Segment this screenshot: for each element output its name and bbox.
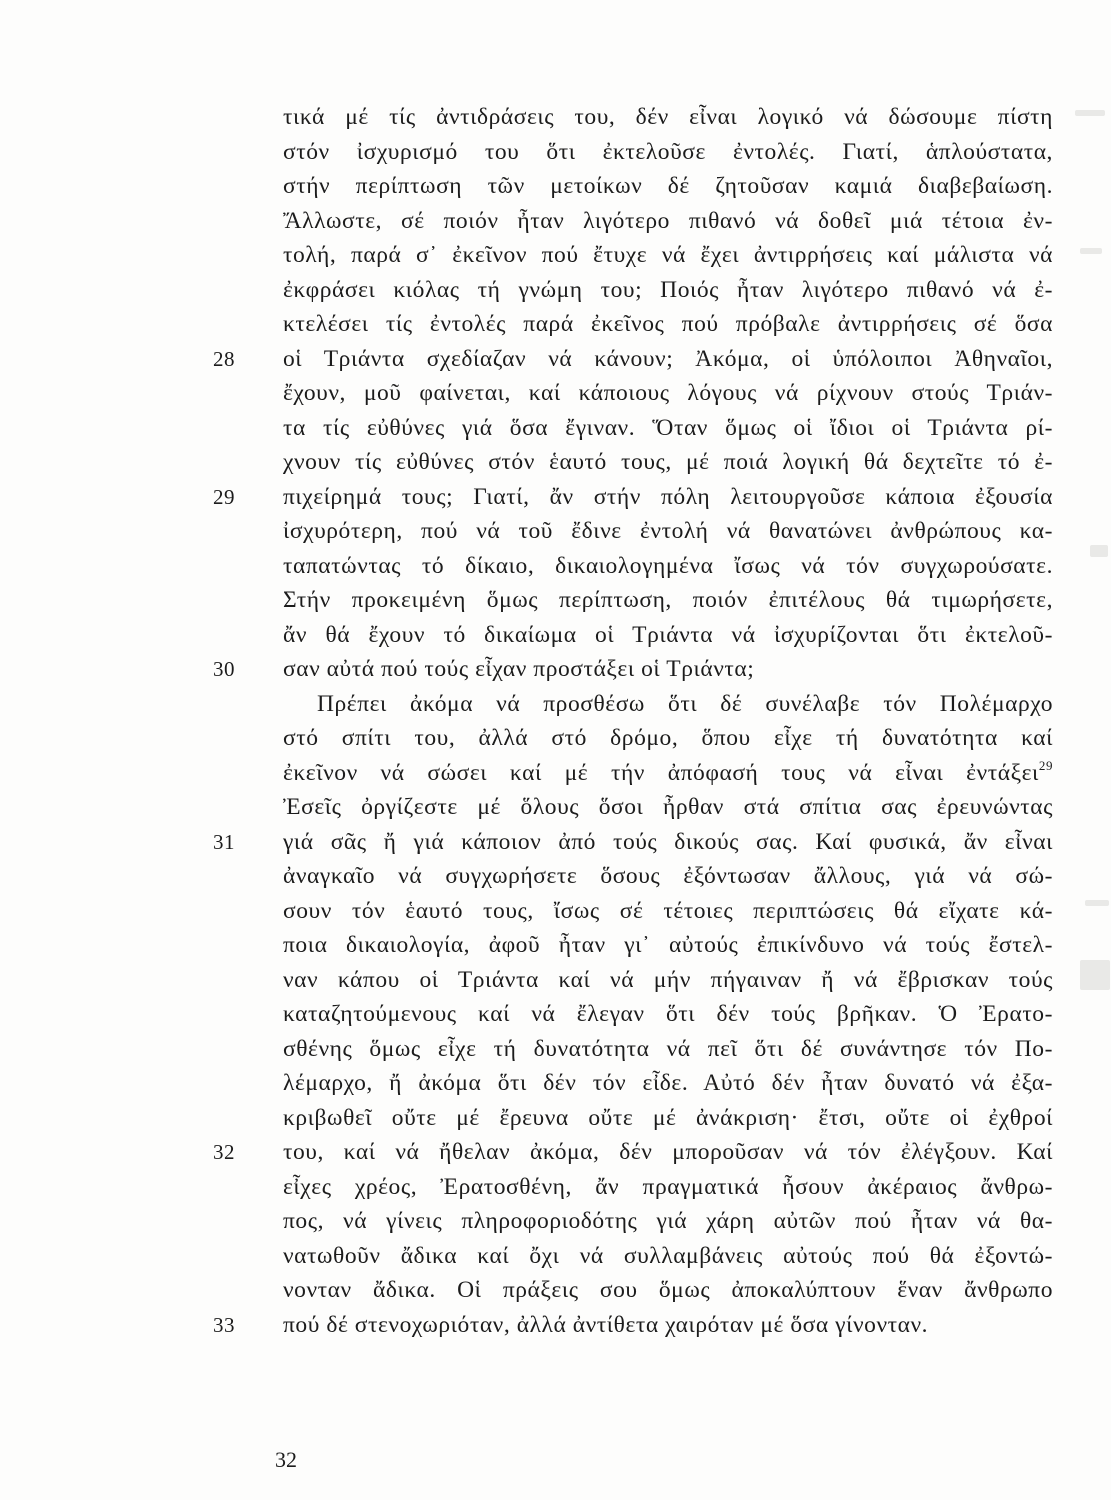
text-line — [213, 1308, 1053, 1343]
text-line — [283, 583, 1053, 618]
line-text — [283, 238, 1053, 273]
line-text — [283, 1135, 1053, 1170]
line-text — [283, 859, 1053, 894]
line-content: νονταν ἄδικα. Οἱ πράξεις σου ὅμως ἀποκαλύπτουν ἕναν ἄνθρωπο — [283, 1277, 1053, 1303]
line-content: πος, νά γίνεις πληροφοριοδότης γιά χάρη αὐτῶν πού ἦταν νά θα- — [283, 1208, 1053, 1234]
text-line — [283, 997, 1053, 1032]
text-line — [283, 169, 1053, 204]
line-text — [283, 169, 1053, 204]
line-content: γιά σᾶς ἤ γιά κάποιον ἀπό τούς δικούς σας. Καί φυσικά, ἄν εἶναι — [283, 828, 1053, 855]
line-text — [283, 618, 1053, 653]
bleed-through-mark — [1075, 110, 1105, 116]
line-text — [283, 411, 1053, 446]
text-line — [283, 1273, 1053, 1308]
line-text — [283, 721, 1053, 756]
line-content: ταπατώντας τό δίκαιο, δικαιολογημένα ἴσως νά τόν συγχωρούσατε. — [283, 552, 1053, 579]
text-line — [283, 135, 1053, 170]
line-text — [283, 963, 1053, 998]
line-text — [283, 204, 1053, 239]
text-line — [283, 618, 1053, 653]
line-content: λέμαρχο, ἤ ἀκόμα ὅτι δέν τόν εἶδε. Αὐτό δέν ἦταν δυνατό νά ἐξα- — [283, 1070, 1053, 1096]
line-text — [283, 928, 1053, 963]
line-content: Πρέπει ἀκόμα νά προσθέσω ὅτι δέ συνέλαβε τόν Πολέμαρχο — [317, 690, 1053, 717]
text-line — [283, 721, 1053, 756]
line-content: καταζητούμενους καί νά ἔλεγαν ὅτι δέν τούς βρῆκαν. Ὁ Ἐρατο- — [283, 1001, 1053, 1027]
text-line — [283, 549, 1053, 584]
line-content: στόν ἰσχυρισμό του ὅτι ἐκτελοῦσε ἐντολές. Γιατί, ἁπλούστατα, — [283, 138, 1053, 165]
line-text — [283, 825, 1053, 860]
line-text — [283, 997, 1053, 1032]
line-text — [283, 273, 1053, 308]
line-content: σουν τόν ἑαυτό τους, ἴσως σέ τέτοιες περιπτώσεις θά εἴχατε κά- — [283, 897, 1053, 924]
bleed-through-mark — [1085, 900, 1109, 906]
section-number: 33 — [213, 1312, 236, 1337]
line-text — [283, 652, 1053, 687]
line-content: χνουν τίς εὐθύνες στόν ἑαυτό τους, μέ ποιά λογική θά δεχτεῖτε τό ἐ- — [283, 449, 1053, 475]
text-line — [213, 652, 1053, 687]
section-number: 29 — [213, 484, 236, 509]
text-line — [283, 1101, 1053, 1136]
text-line — [283, 963, 1053, 998]
text-line — [283, 204, 1053, 239]
text-line — [213, 342, 1053, 377]
line-text — [283, 445, 1053, 480]
line-text — [283, 376, 1053, 411]
line-text — [283, 135, 1053, 170]
text-line — [283, 514, 1053, 549]
line-content: Στήν προκειμένη ὅμως περίπτωση, ποιόν ἐπιτέλους θά τιμωρήσετε, — [283, 587, 1053, 613]
text-line — [283, 411, 1053, 446]
line-content: στήν περίπτωση τῶν μετοίκων δέ ζητοῦσαν καμιά διαβεβαίωση. — [283, 173, 1053, 199]
text-line — [283, 687, 1053, 722]
line-text — [283, 480, 1053, 515]
line-content: Ἄλλωστε, σέ ποιόν ἦταν λιγότερο πιθανό νά δοθεῖ μιά τέτοια ἐν- — [283, 207, 1053, 234]
line-text — [283, 1170, 1053, 1205]
line-content: τολή, παρά σ᾽ ἐκεῖνον πού ἔτυχε νά ἔχει ἀντιρρήσεις καί μάλιστα νά — [283, 242, 1053, 268]
line-text — [283, 894, 1053, 929]
text-line — [283, 238, 1053, 273]
section-number: 32 — [213, 1140, 236, 1164]
line-text — [283, 1032, 1053, 1067]
line-text — [283, 756, 1053, 791]
line-content: πιχείρημά τους; Γιατί, ἄν στήν πόλη λειτουργοῦσε κάποια ἐξουσία — [283, 483, 1053, 510]
text-line — [283, 273, 1053, 308]
line-text — [283, 1239, 1053, 1274]
section-number: 30 — [213, 657, 236, 681]
line-content: ποια δικαιολογία, ἀφοῦ ἦταν γι᾽ αὐτούς ἐπικίνδυνο νά τούς ἔστελ- — [283, 932, 1053, 958]
text-line — [283, 1204, 1053, 1239]
line-content: τικά μέ τίς ἀντιδράσεις του, δέν εἶναι λογικό νά δώσουμε πίστη — [283, 104, 1053, 130]
text-line — [283, 928, 1053, 963]
body-text — [213, 100, 1053, 1342]
line-content: Ἐσεῖς ὀργίζεστε μέ ὅλους ὅσοι ἦρθαν στά σπίτια σας ἐρευνώντας — [283, 794, 1053, 820]
text-line — [283, 445, 1053, 480]
line-text — [283, 100, 1053, 135]
line-content: κριβωθεῖ οὔτε μέ ἔρευνα οὔτε μέ ἀνάκριση· ἔτσι, οὔτε οἱ ἐχθροί — [283, 1104, 1053, 1131]
footnote-marker: 29 — [1038, 757, 1053, 773]
section-number: 31 — [213, 829, 236, 854]
line-content: νατωθοῦν ἄδικα καί ὄχι νά συλλαμβάνεις αὐτούς πού θά ἐξοντώ- — [283, 1242, 1053, 1269]
line-content: ναν κάπου οἱ Τριάντα καί νά μήν πήγαιναν ἤ νά ἔβρισκαν τούς — [283, 966, 1053, 993]
text-line — [283, 307, 1053, 342]
line-text — [283, 514, 1053, 549]
text-line — [283, 756, 1053, 791]
line-content: του, καί νά ἤθελαν ἀκόμα, δέν μποροῦσαν νά τόν ἐλέγξουν. Καί — [283, 1139, 1053, 1165]
bleed-through-mark — [1080, 248, 1102, 254]
line-content: τα τίς εὐθύνες γιά ὅσα ἔγιναν. Ὅταν ὅμως οἱ ἴδιοι οἱ Τριάντα ρί- — [283, 414, 1053, 441]
line-content: σθένης ὅμως εἶχε τή δυνατότητα νά πεῖ ὅτι δέ συνάντησε τόν Πο- — [283, 1035, 1053, 1062]
text-line — [283, 790, 1053, 825]
section-number: 28 — [213, 346, 236, 371]
text-line — [213, 825, 1053, 860]
line-content: ἔχουν, μοῦ φαίνεται, καί κάποιους λόγους νά ρίχνουν στούς Τριάν- — [283, 380, 1053, 406]
line-text — [283, 1101, 1053, 1136]
line-content: ἰσχυρότερη, πού νά τοῦ ἔδινε ἐντολή νά θανατώνει ἀνθρώπους κα- — [283, 518, 1053, 544]
line-content: κτελέσει τίς ἐντολές παρά ἐκεῖνος πού πρόβαλε ἀντιρρήσεις σέ ὅσα — [283, 311, 1053, 337]
line-content: ἄν θά ἔχουν τό δικαίωμα οἱ Τριάντα νά ἰσχυρίζονται ὅτι ἐκτελοῦ- — [283, 621, 1053, 648]
line-text — [283, 342, 1053, 377]
text-line — [213, 1135, 1053, 1170]
text-line — [283, 1032, 1053, 1067]
line-text — [283, 1066, 1053, 1101]
text-line — [213, 480, 1053, 515]
line-content: εἶχες χρέος, Ἐρατοσθένη, ἄν πραγματικά ἦσουν ἀκέραιος ἄνθρω- — [283, 1173, 1053, 1200]
line-text — [283, 307, 1053, 342]
line-content: ἀναγκαῖο νά συγχωρήσετε ὅσους ἐξόντωσαν ἄλλους, γιά νά σώ- — [283, 863, 1053, 889]
line-content: σαν αὐτά πού τούς εἶχαν προστάξει οἱ Τριάντα; — [283, 656, 755, 682]
page-number: 32 — [275, 1447, 297, 1472]
bleed-through-mark — [1080, 960, 1110, 990]
text-line — [283, 1170, 1053, 1205]
line-content: πού δέ στενοχωριόταν, ἀλλά ἀντίθετα χαιρόταν μέ ὅσα γίνονταν. — [283, 1311, 929, 1338]
text-line — [283, 1066, 1053, 1101]
line-text — [283, 1273, 1053, 1308]
text-line — [283, 894, 1053, 929]
line-content: στό σπίτι του, ἀλλά στό δρόμο, ὅπου εἶχε τή δυνατότητα καί — [283, 725, 1053, 751]
line-content: ἐκεῖνον νά σώσει καί μέ τήν ἀπόφασή τους νά εἶναι ἐντάξει — [283, 759, 1039, 786]
line-text — [283, 790, 1053, 825]
line-content: ἐκφράσει κιόλας τή γνώμη του; Ποιός ἦταν λιγότερο πιθανό νά ἐ- — [283, 276, 1053, 303]
line-text — [283, 1204, 1053, 1239]
line-text — [283, 583, 1053, 618]
bleed-through-mark — [1090, 545, 1108, 557]
line-text — [283, 549, 1053, 584]
text-line — [283, 1239, 1053, 1274]
text-line — [283, 859, 1053, 894]
text-line — [283, 376, 1053, 411]
line-content: οἱ Τριάντα σχεδίαζαν νά κάνουν; Ἀκόμα, οἱ ὑπόλοιποι Ἀθηναῖοι, — [283, 345, 1053, 372]
line-text — [283, 1308, 1053, 1343]
line-text — [283, 687, 1053, 722]
text-line — [283, 100, 1053, 135]
